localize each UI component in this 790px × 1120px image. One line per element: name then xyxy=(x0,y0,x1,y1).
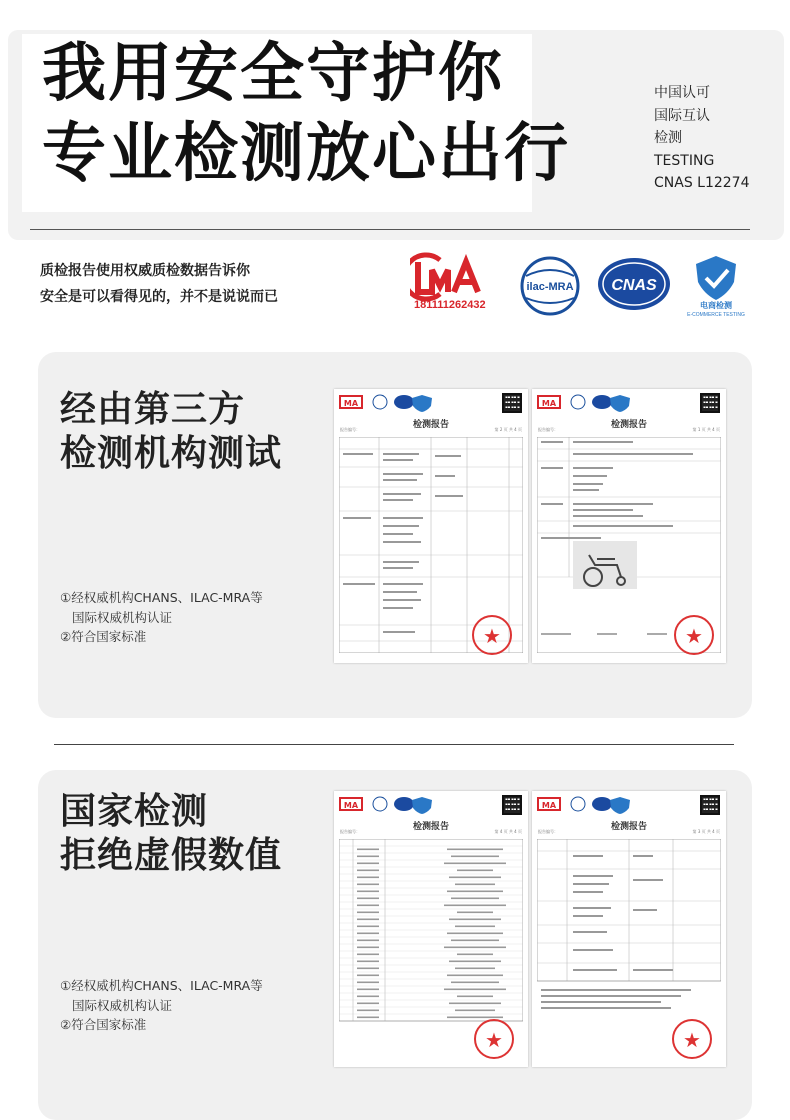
test-report-page xyxy=(334,389,528,663)
note-standard: ②符合国家标准 xyxy=(60,629,147,644)
note-certification: ①经权威机构CHANS、ILAC-MRA等 xyxy=(60,978,263,993)
test-report-page xyxy=(334,791,528,1067)
report-page: 第 3 页 共 4 页 xyxy=(692,829,720,834)
intro-line-2: 安全是可以看得见的，并不是说说而已 xyxy=(40,289,278,305)
report-subheader xyxy=(340,427,522,433)
svg-text:MA: MA xyxy=(343,399,359,408)
section2-title-line-2: 拒绝虚假数值 xyxy=(60,835,283,876)
report-title: 检测报告 xyxy=(412,420,449,430)
report-page: 第 4 页 共 4 页 xyxy=(494,829,522,834)
report-header xyxy=(338,795,524,817)
header-divider xyxy=(30,229,750,230)
section1-title-line-1: 经由第三方 xyxy=(60,389,246,430)
report-title: 检测报告 xyxy=(412,822,449,832)
report-subheader xyxy=(340,829,522,835)
section1-title-line-2: 检测机构测试 xyxy=(60,433,283,474)
svg-text:MA: MA xyxy=(541,801,557,810)
official-seal-icon: ★ xyxy=(472,615,512,655)
certification-logos xyxy=(410,250,750,320)
ilac-text: ilac-MRA xyxy=(526,281,574,293)
svg-text:MA: MA xyxy=(343,801,359,810)
report-header xyxy=(338,393,524,415)
section2-title xyxy=(60,790,282,878)
side-line: 检测 xyxy=(654,130,682,146)
headline-line-2: 专业检测放心出行 xyxy=(42,117,570,191)
official-seal-icon: ★ xyxy=(474,1019,514,1059)
certification-side-text xyxy=(654,82,774,195)
intro-text xyxy=(40,258,278,310)
side-line: CNAS L12274 xyxy=(654,175,750,191)
side-line: TESTING xyxy=(654,152,715,169)
qr-code-icon xyxy=(700,795,720,815)
report-number-label: 报告编号： xyxy=(538,427,558,432)
note-certification-cont: 国际权威机构认证 xyxy=(72,609,173,625)
qr-code-icon xyxy=(502,393,522,413)
cnas-logo xyxy=(598,258,670,310)
qr-code-icon xyxy=(502,795,522,815)
report-number-label: 报告编号： xyxy=(538,829,558,834)
side-line: 中国认可 xyxy=(654,85,710,101)
cma-logo xyxy=(410,255,486,311)
note-certification-cont: 国际权威机构认证 xyxy=(72,997,173,1013)
report-title: 检测报告 xyxy=(610,420,647,430)
ecommerce-title: 电商检测 xyxy=(700,301,732,310)
cma-number: 181111262432 xyxy=(414,299,486,311)
test-report-page xyxy=(532,389,726,663)
report-header xyxy=(536,795,722,817)
report-number-label: 报告编号： xyxy=(340,829,360,834)
report-page: 第 1 页 共 4 页 xyxy=(692,427,720,432)
qr-code-icon xyxy=(700,393,720,413)
report-subheader xyxy=(538,829,720,835)
report-page: 第 2 页 共 4 页 xyxy=(494,427,522,432)
ilac-mra-logo xyxy=(522,258,578,314)
section1-title xyxy=(60,388,282,476)
section2-title-line-1: 国家检测 xyxy=(60,791,209,832)
test-report-page xyxy=(532,791,726,1067)
report-header xyxy=(536,393,722,415)
official-seal-icon: ★ xyxy=(674,615,714,655)
intro-line-1: 质检报告使用权威质检数据告诉你 xyxy=(40,263,250,279)
cnas-text: CNAS xyxy=(611,277,657,294)
headline-line-1: 我用安全守护你 xyxy=(42,37,504,111)
ecommerce-testing-logo xyxy=(687,256,745,318)
section-divider xyxy=(54,744,734,745)
svg-text:MA: MA xyxy=(541,399,557,408)
report-subheader xyxy=(538,427,720,433)
ecommerce-sub: E-COMMERCE TESTING xyxy=(687,312,745,318)
report-number-label: 报告编号： xyxy=(340,427,360,432)
section2-notes xyxy=(60,976,263,1035)
note-certification: ①经权威机构CHANS、ILAC-MRA等 xyxy=(60,590,263,605)
official-seal-icon: ★ xyxy=(672,1019,712,1059)
side-line: 国际互认 xyxy=(654,107,710,124)
report-title: 检测报告 xyxy=(610,822,647,832)
note-standard: ②符合国家标准 xyxy=(60,1017,147,1032)
section1-notes xyxy=(60,588,263,647)
logos-svg xyxy=(410,250,750,320)
